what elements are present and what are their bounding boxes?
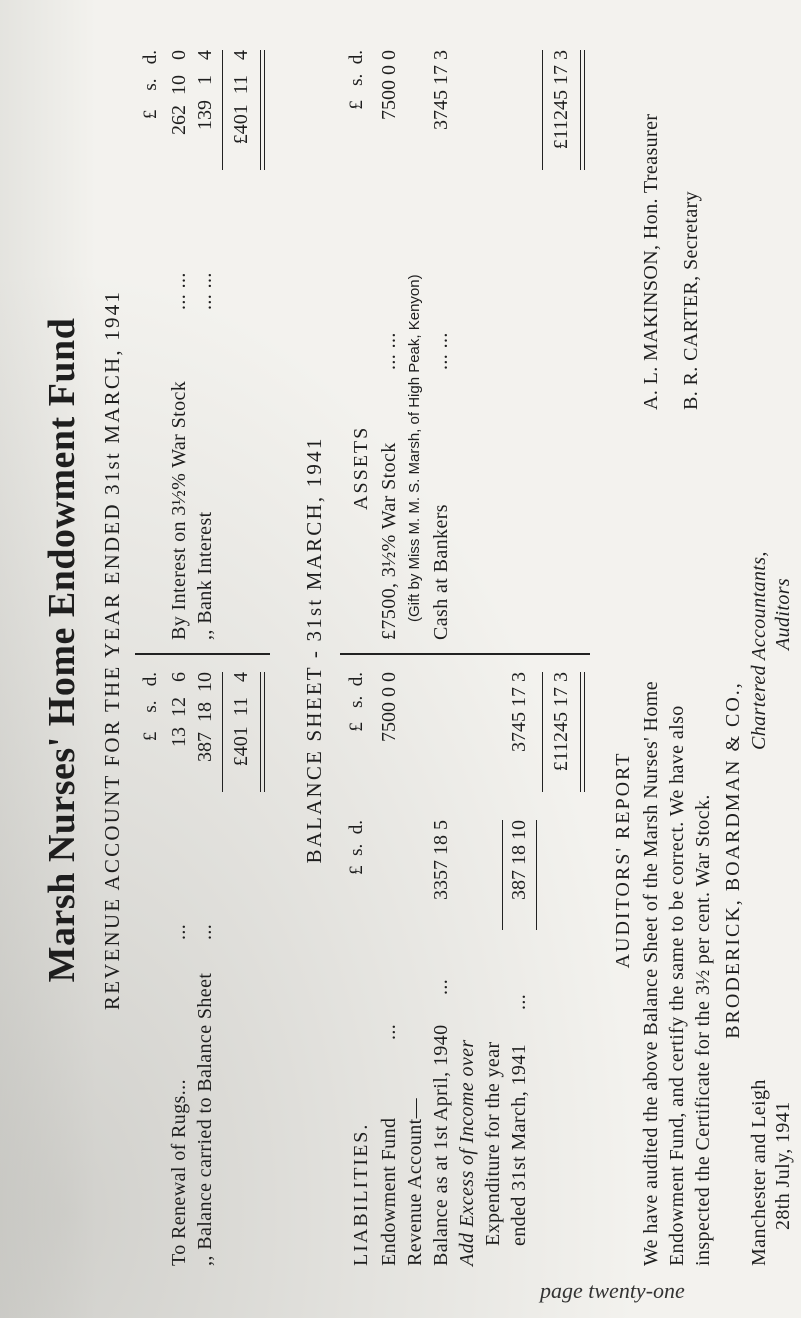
revenue-account-heading: REVENUE ACCOUNT FOR THE YEAR ENDED 31st MARCH, 1941: [100, 289, 124, 1011]
liability-row-outer: 7500 0 0: [378, 672, 400, 742]
liability-row-outer: 3745 17 3: [508, 672, 530, 752]
auditor-date: 28th July, 1941: [772, 1101, 794, 1230]
asset-row-amount: 7500 0 0: [378, 50, 400, 120]
total-rule: [264, 50, 265, 170]
signatory: B. R. CARTER, Secretary: [680, 190, 702, 410]
liability-row-inner: 387 18 10: [508, 820, 530, 900]
total-rule: [260, 672, 261, 792]
revenue-left-row-label: ,, Balance carried to Balance Sheet: [194, 972, 216, 1266]
auditor-firm: BRODERICK, BOARDMAN & CO.,: [722, 681, 744, 1039]
total-rule: [584, 50, 585, 170]
liability-row-label: ended 31st March, 1941: [508, 1043, 530, 1246]
revenue-right-row-amount: 262 10 0: [168, 50, 190, 135]
subtotal-rule: [222, 672, 223, 792]
liability-row-label: Expenditure for the year: [482, 1041, 504, 1246]
leader-dots: ...: [194, 923, 216, 940]
auditor-place: Manchester and Leigh: [748, 1079, 770, 1266]
assets-total: £11245 17 3: [550, 50, 572, 150]
auditor-role: Chartered Accountants,: [748, 551, 770, 750]
auditor-role-2: Auditors: [772, 577, 794, 650]
assets-currency-header: £ s. d.: [346, 50, 367, 110]
revenue-left-row-amount: 13 12 6: [168, 672, 190, 747]
asset-row-note: (Gift by Miss M. M. S. Marsh, of High Peak, Kenyon): [406, 274, 423, 622]
asset-row-label: £7500, 3½% War Stock: [378, 442, 400, 640]
revenue-right-row-amount: 139 1 4: [194, 50, 216, 130]
balance-sheet-heading: BALANCE SHEET - 31st MARCH, 1941: [302, 436, 326, 864]
liabilities-outer-currency-header: £ s. d.: [346, 672, 367, 732]
revenue-left-currency-header: £ s. d.: [140, 672, 161, 742]
revenue-left-total: £401 11 4: [230, 672, 252, 767]
leader-dots: ...: [508, 993, 530, 1010]
liabilities-heading: LIABILITIES.: [350, 1122, 372, 1266]
leader-dots: ... ...: [430, 332, 452, 370]
page-footer: page twenty-one: [540, 1278, 685, 1303]
leader-dots: ...: [168, 923, 190, 940]
revenue-left-row-amount: 387 18 10: [194, 672, 216, 762]
subtotal-rule: [542, 50, 543, 170]
column-divider: [135, 653, 270, 655]
revenue-right-row-label: ,, Bank Interest: [194, 511, 216, 640]
assets-heading: ASSETS: [350, 425, 372, 510]
total-rule: [580, 672, 581, 792]
total-rule: [264, 672, 265, 792]
subtotal-rule: [536, 820, 537, 930]
leader-dots: ... ...: [168, 272, 190, 310]
liability-row-label: Add Excess of Income over: [456, 1039, 478, 1266]
subtotal-rule: [502, 820, 503, 930]
auditors-paragraph-line: Endowment Fund, and certify the same to be correct. We have also: [666, 705, 688, 1266]
column-divider: [340, 653, 590, 655]
revenue-right-total: £401 11 4: [230, 50, 252, 145]
document-title: Marsh Nurses' Home Endowment Fund: [41, 317, 83, 983]
auditors-heading: AUDITORS' REPORT: [612, 751, 634, 969]
auditors-paragraph-line: We have audited the above Balance Sheet of the Marsh Nurses' Home: [640, 680, 662, 1266]
revenue-left-row-label: To Renewal of Rugs...: [168, 1079, 190, 1266]
asset-row-amount: 3745 17 3: [430, 50, 452, 130]
signatory: A. L. MAKINSON, Hon. Treasurer: [640, 113, 662, 410]
auditors-paragraph-line: inspected the Certificate for the 3½ per cent. War Stock.: [692, 794, 714, 1266]
leader-dots: ...: [378, 1023, 400, 1040]
subtotal-rule: [222, 50, 223, 170]
liabilities-total: £11245 17 3: [550, 672, 572, 772]
leader-dots: ... ...: [194, 272, 216, 310]
rotated-document: [40, 30, 794, 1270]
liabilities-inner-currency-header: £ s. d.: [346, 820, 367, 875]
liability-row-label: Endowment Fund: [378, 1117, 400, 1266]
liability-row-inner: 3357 18 5: [430, 820, 452, 900]
leader-dots: ... ...: [378, 332, 400, 370]
asset-row-label: Cash at Bankers: [430, 504, 452, 640]
revenue-right-currency-header: £ s. d.: [140, 50, 161, 120]
total-rule: [260, 50, 261, 170]
liability-row-label: Balance as at 1st April, 1940: [430, 1024, 452, 1266]
total-rule: [584, 672, 585, 792]
subtotal-rule: [542, 672, 543, 792]
total-rule: [580, 50, 581, 170]
liability-row-label: Revenue Account—: [404, 1097, 426, 1266]
revenue-right-row-label: By Interest on 3½% War Stock: [168, 380, 190, 640]
leader-dots: ...: [430, 978, 452, 995]
